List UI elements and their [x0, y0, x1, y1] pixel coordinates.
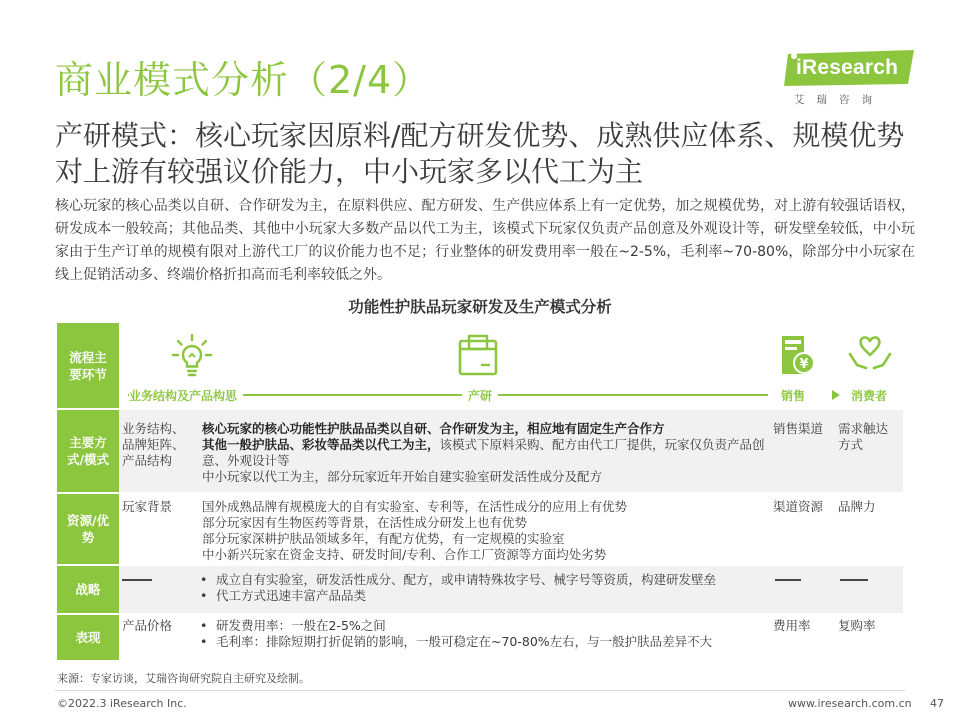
page-title: 商业模式分析（2/4）	[55, 58, 432, 102]
website-link[interactable]: www.iresearch.com.cn	[788, 697, 912, 710]
flow-stage-rnd: 产研	[462, 387, 498, 404]
row-header-resources-label: 资源/优势	[66, 513, 110, 545]
performance-bullets	[196, 618, 770, 650]
strategy-col3-dash	[775, 579, 801, 581]
sales-tag-icon	[776, 332, 816, 378]
strategy-bullets	[196, 572, 770, 604]
resources-col3: 渠道资源	[773, 499, 824, 514]
logo-subtext: 艾瑞咨询	[794, 94, 884, 106]
iresearch-logo	[780, 48, 920, 110]
main-line-3: 中小玩家以代工为主，部分玩家近年开始自建实验室研发活性成分及配方	[202, 469, 603, 484]
table-title: 功能性护肤品玩家研发及生产模式分析	[348, 298, 612, 316]
footer-divider	[55, 690, 905, 691]
resources-line: 部分玩家因有生物医药等背景，在活性成分研发上也有优势	[202, 515, 528, 530]
row-header-flow-label: 流程主要环节	[69, 349, 107, 382]
product-box-icon	[457, 333, 499, 377]
main-bold-line-2: 其他一般护肤品、彩妆等品类以代工为主，	[202, 437, 440, 452]
page-subtitle: 产研模式：核心玩家因原料/配方研发优势、成熟供应体系、规模优势对上游有较强议价能力，中小玩家多以代工为主	[55, 119, 905, 188]
row-header-main-label: 主要方式/模式	[66, 435, 110, 467]
row-header-strategy	[57, 566, 119, 613]
main-rest-line-2: 该模式下原料采购、配方由代工厂提供，玩家仅负责产品创意、外观设计等	[202, 437, 765, 468]
row-header-performance-label: 表现	[75, 630, 101, 645]
resources-line: 部分玩家深耕护肤品领域多年，有配方优势，有一定规模的实验室	[202, 531, 565, 546]
main-col1: 业务结构、品牌矩阵、产品结构	[122, 421, 185, 468]
row-header-resources	[57, 494, 119, 564]
strategy-col1-dash	[122, 579, 152, 581]
resources-line: 国外成熟品牌有规模庞大的自有实验室、专利等，在活性成分的应用上有优势	[202, 499, 628, 514]
performance-col1: 产品价格	[122, 618, 173, 633]
lightbulb-icon	[170, 332, 214, 378]
logo-text: iResearch	[796, 56, 899, 79]
performance-bullet: • 研发费用率：一般在2-5%之间	[196, 618, 770, 634]
performance-col4: 复购率	[838, 618, 876, 633]
row-header-flow	[57, 323, 119, 408]
flow-arrow-icon	[832, 390, 840, 400]
source-note: 来源：专家访谈，艾瑞咨询研究院自主研究及绘制。	[57, 672, 310, 685]
row-header-main	[57, 410, 119, 492]
performance-bullet: • 毛利率：排除短期打折促销的影响，一般可稳定在~70-80%左右，与一般护肤品差异不大	[196, 634, 770, 650]
strategy-bullet: • 代工方式迅速丰富产品品类	[196, 588, 770, 604]
row-header-strategy-label: 战略	[75, 582, 101, 597]
page-number: 47	[930, 697, 944, 710]
flow-stage-sales: 销售	[781, 389, 806, 403]
resources-col4: 品牌力	[838, 499, 876, 514]
flow-stage-consumer: 消费者	[851, 389, 888, 403]
flow-stage-business: 业务结构及产品构思	[129, 387, 243, 404]
heart-hands-icon	[846, 334, 894, 376]
resources-col2	[202, 499, 770, 563]
main-bold-line-1: 核心玩家的核心功能性护肤品品类以自研、合作研发为主，相应地有固定生产合作方	[202, 421, 665, 436]
row-header-performance	[57, 615, 119, 660]
strategy-col4-dash	[840, 579, 868, 581]
copyright: ©2022.3 iResearch Inc.	[57, 697, 187, 710]
main-col4: 需求触达方式	[838, 421, 889, 452]
resources-col1: 玩家背景	[122, 499, 173, 514]
intro-paragraph: 核心玩家的核心品类以自研、合作研发为主，在原料供应、配方研发、生产供应体系上有一定优势，加之规模优势，对上游有较强话语权，研发成本一般较高；其他品类、其他中小玩家大多数产品以代工为主，该模式下玩家仅负责产品创意及外观设计等，研发壁垒较低，中小玩家由于生产订单的规模有限对上游代工厂的议价能力也不足；行业整体的研发费用率一般在~2-5%，毛利率~70-80%，除部分中小玩家在线上促销活动多、终端价格折扣高而毛利率较低之外。	[55, 198, 915, 283]
svg-text:¥: ¥	[799, 357, 809, 372]
main-col3: 销售渠道	[773, 421, 824, 436]
performance-col3: 费用率	[773, 618, 811, 633]
resources-line: 中小新兴玩家在资金支持、研发时间/专利、合作工厂资源等方面均处劣势	[202, 547, 607, 562]
strategy-bullet: • 成立自有实验室，研发活性成分、配方，或申请特殊妆字号、械字号等资质，构建研发壁垒	[196, 572, 770, 588]
main-col2	[202, 421, 770, 485]
